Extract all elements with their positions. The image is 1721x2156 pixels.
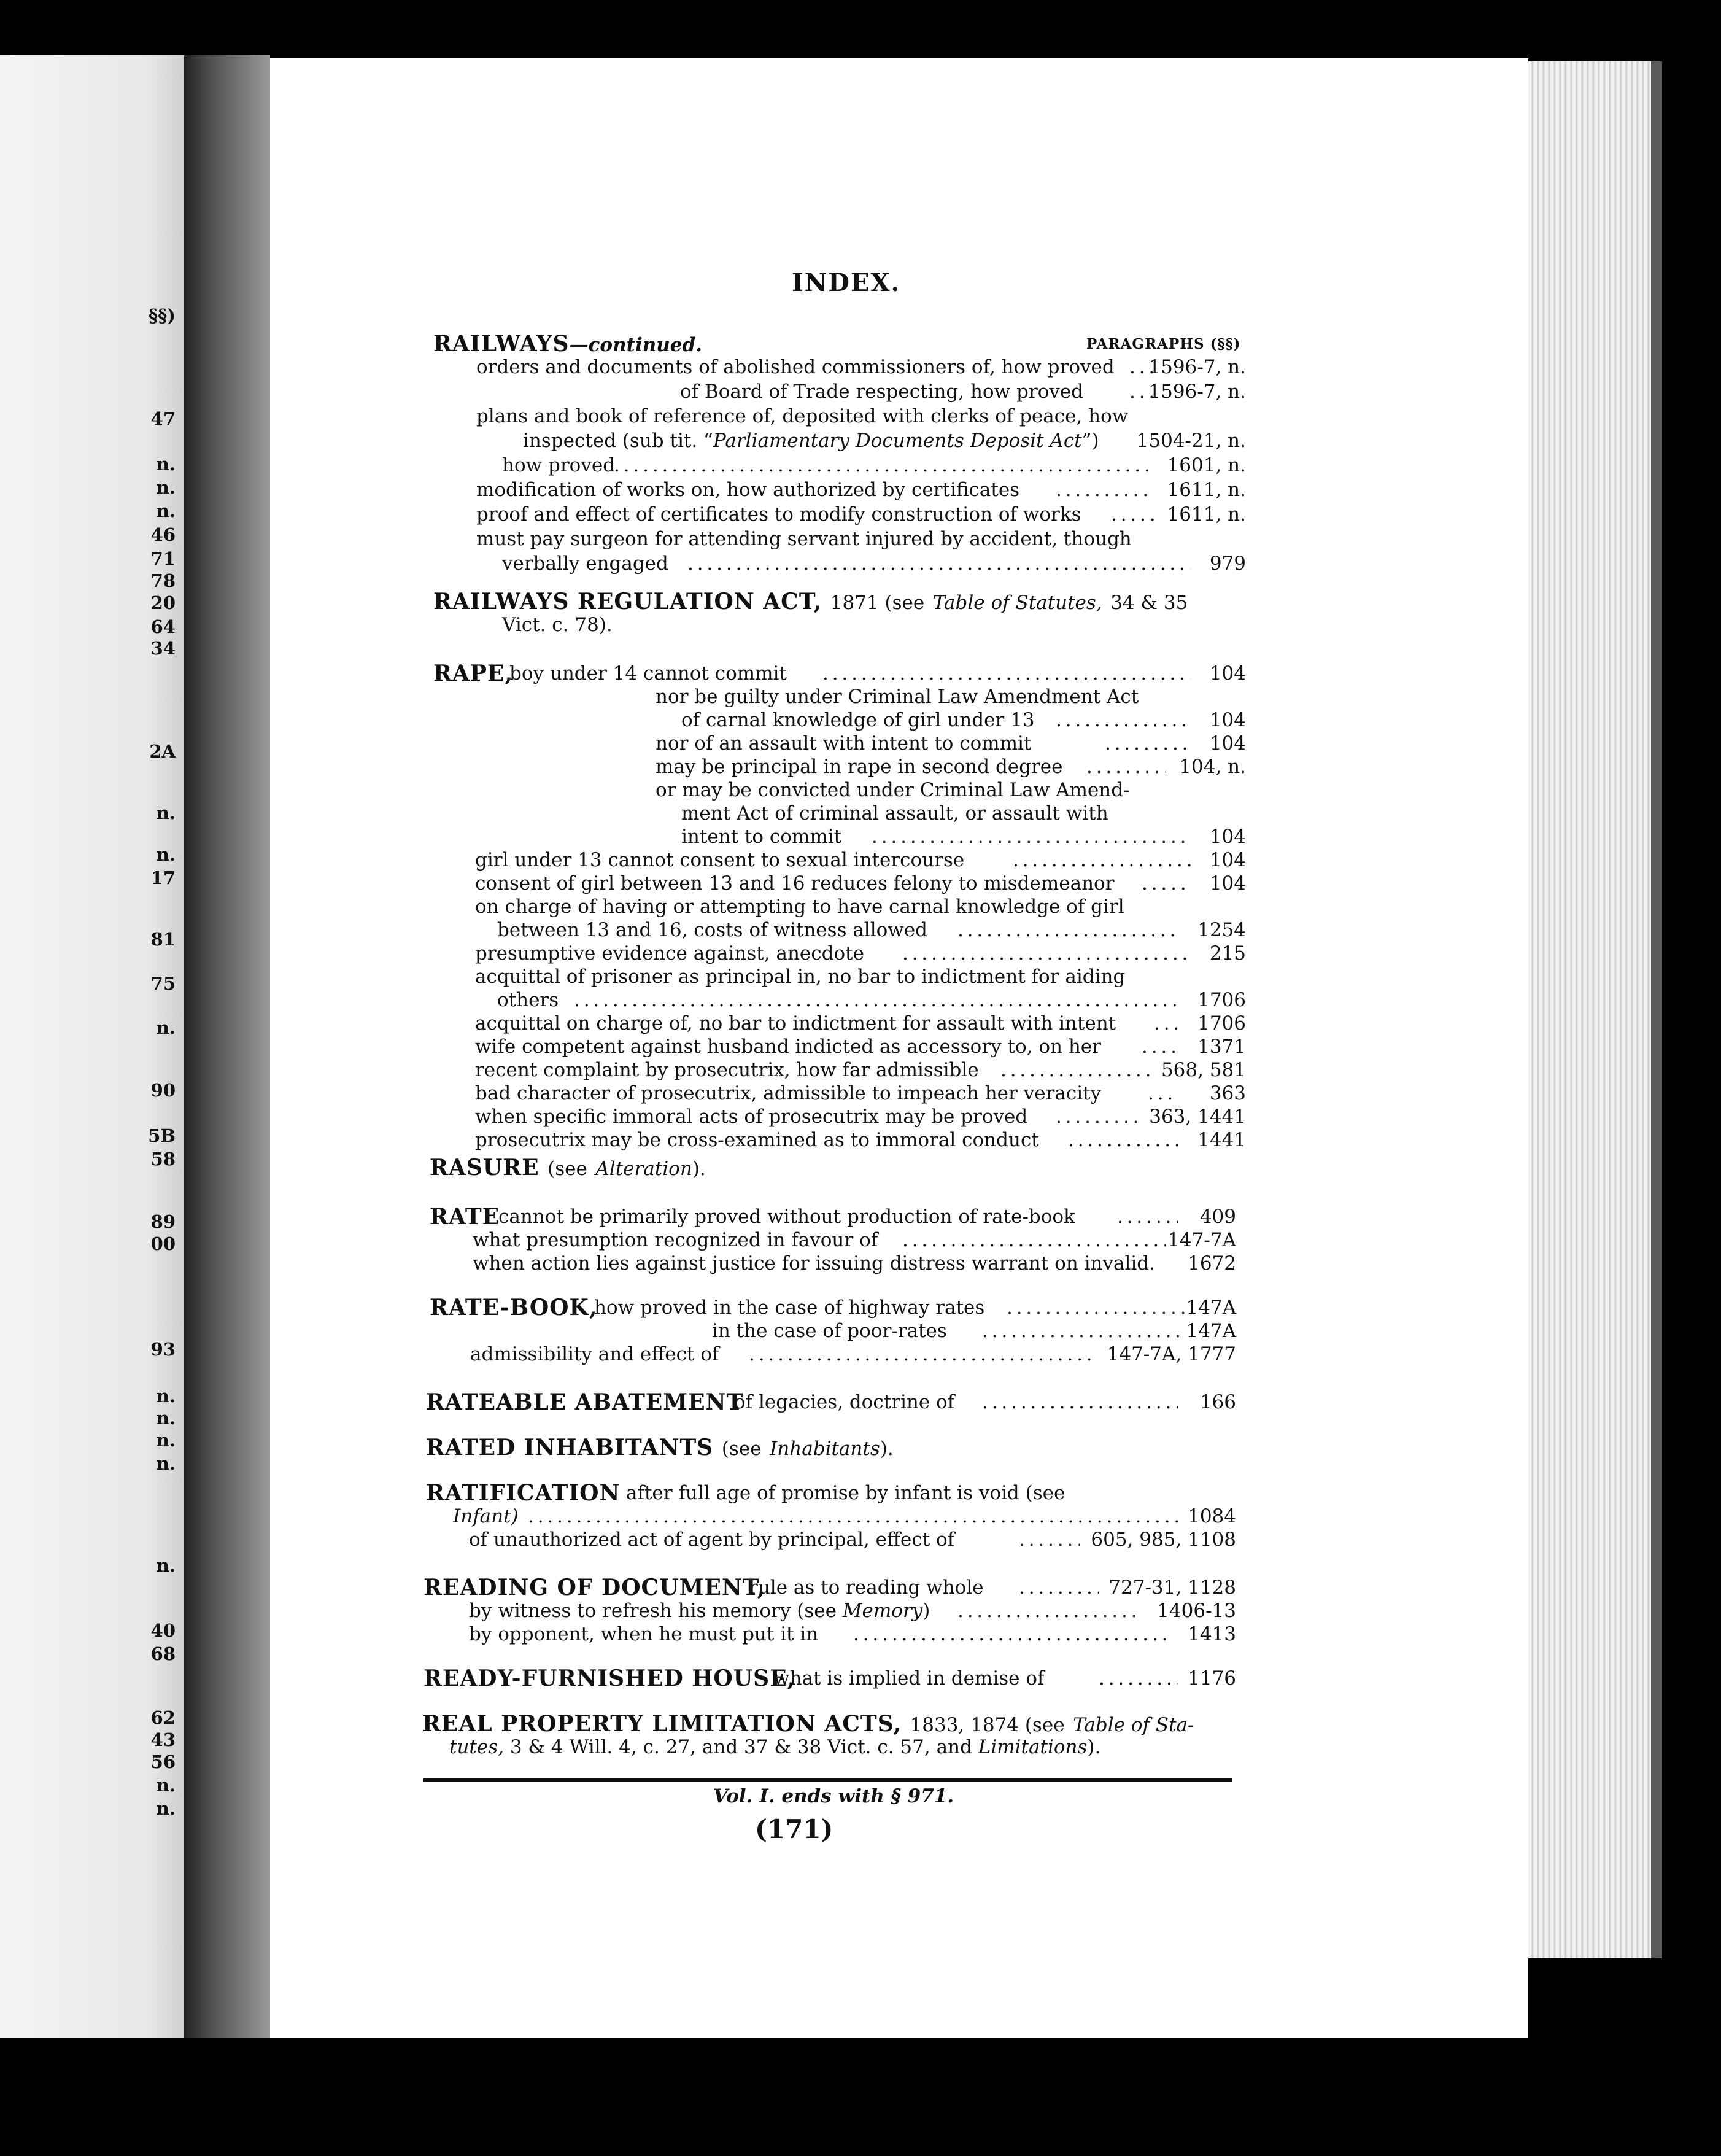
entry-line: of unauthorized act of agent by principal, effect of — [469, 1529, 955, 1551]
facing-page — [0, 55, 184, 2038]
left-ref: 78 — [150, 570, 176, 591]
page-header: INDEX. — [792, 268, 901, 297]
leader-dots — [1148, 1081, 1178, 1106]
leader-dots — [1086, 754, 1166, 779]
entry-line: between 13 and 16, costs of witness allowed — [497, 919, 928, 941]
leader-dots — [1142, 871, 1191, 896]
leader-dots — [853, 1622, 1172, 1646]
entry-head-reading-of-document: READING OF DOCUMENT, — [423, 1575, 766, 1600]
entry-line: recent complaint by prosecutrix, how far admissible — [475, 1059, 979, 1081]
leader-dots — [957, 918, 1178, 942]
left-ref: n. — [156, 1775, 176, 1796]
left-ref: 40 — [150, 1620, 176, 1641]
column-label: PARAGRAPHS (§§) — [1086, 336, 1241, 352]
left-ref: 5B — [148, 1125, 176, 1146]
entry-ref: 104 — [1209, 709, 1246, 731]
left-ref: §§) — [148, 305, 176, 326]
entry-head-rateable-abatement: RATEABLE ABATEMENT — [426, 1389, 744, 1415]
left-ref: 00 — [150, 1233, 176, 1254]
entry-head-railways: RAILWAYS—continued. — [433, 331, 702, 357]
leader-dots — [528, 1504, 1185, 1529]
entry-head-real-property-limitation-acts: REAL PROPERTY LIMITATION ACTS, 1833, 1874 (see Table of Sta- — [422, 1711, 1194, 1737]
entry-ref: 363, 1441 — [1149, 1106, 1246, 1128]
left-ref: n. — [156, 1017, 176, 1038]
leader-dots — [1013, 848, 1191, 872]
left-ref: n. — [156, 1430, 176, 1451]
left-ref: 71 — [150, 548, 176, 569]
entry-line: presumptive evidence against, anecdote — [475, 942, 864, 964]
leader-dots — [1056, 478, 1154, 502]
entry-ref: 104 — [1209, 826, 1246, 848]
leader-dots — [1019, 1575, 1099, 1600]
entry-ref: 104 — [1209, 849, 1246, 871]
leader-dots — [1019, 1527, 1080, 1552]
left-ref: 20 — [150, 592, 176, 613]
leader-dots — [1111, 502, 1154, 527]
entry-ref: 104, n. — [1179, 756, 1246, 778]
entry-line: Vict. c. 78). — [502, 614, 613, 636]
leader-dots — [902, 1228, 1166, 1252]
entry-line: orders and documents of abolished commissioners of, how proved — [476, 356, 1115, 378]
entry-ref: 409 — [1199, 1206, 1236, 1228]
footer-note: Vol. I. ends with § 971. — [713, 1785, 954, 1807]
entry-line: rule as to reading whole — [749, 1576, 984, 1599]
entry-head-railways-regulation: RAILWAYS REGULATION ACT, 1871 (see Table of Statutes, 34 & 35 — [433, 589, 1188, 615]
left-ref: 17 — [150, 867, 176, 888]
entry-ref: 1601, n. — [1167, 454, 1246, 476]
entry-ref: 1254 — [1197, 919, 1246, 941]
entry-line: consent of girl between 13 and 16 reduces felony to misdemeanor — [475, 872, 1115, 894]
entry-ref: 147A — [1186, 1320, 1236, 1342]
entry-line: boy under 14 cannot commit — [509, 662, 787, 684]
entry-ref: 166 — [1199, 1391, 1236, 1413]
left-ref: 89 — [150, 1211, 176, 1232]
leader-dots — [614, 453, 1154, 478]
left-ref: 93 — [150, 1339, 176, 1360]
entry-head-rape: RAPE, — [433, 661, 513, 686]
left-ref: n. — [156, 454, 176, 475]
entry-line: cannot be primarily proved without production of rate-book — [498, 1206, 1075, 1228]
leader-dots — [1007, 1295, 1185, 1320]
leader-dots — [957, 1599, 1142, 1623]
left-ref: n. — [156, 477, 176, 498]
entry-ref: 1706 — [1197, 1012, 1246, 1034]
leader-dots — [982, 1390, 1178, 1414]
entry-head-ready-furnished-house: READY-FURNISHED HOUSE, — [423, 1665, 796, 1691]
entry-ref: 1596-7, n. — [1148, 381, 1246, 403]
entry-line: modification of works on, how authorized by certificates — [476, 479, 1020, 501]
entry-head-rated-inhabitants: RATED INHABITANTS (see Inhabitants). — [426, 1435, 894, 1460]
entry-head-rate-book: RATE-BOOK, — [430, 1295, 598, 1320]
entry-ref: 1084 — [1188, 1505, 1236, 1527]
book-gutter — [184, 55, 270, 2038]
left-ref: n. — [156, 1555, 176, 1576]
entry-line: what presumption recognized in favour of — [473, 1229, 878, 1251]
entry-ref: 1441 — [1197, 1129, 1246, 1151]
entry-line: bad character of prosecutrix, admissible to impeach her veracity — [475, 1082, 1102, 1104]
entry-line: nor be guilty under Criminal Law Amendment Act — [656, 686, 1139, 708]
leader-dots — [872, 824, 1191, 849]
entry-ref: 727-31, 1128 — [1108, 1576, 1236, 1599]
left-ref: 47 — [150, 408, 176, 429]
entry-line: when specific immoral acts of prosecutrix may be proved — [475, 1106, 1028, 1128]
page-number: (171) — [755, 1814, 833, 1844]
entry-line: may be principal in rape in second degree — [656, 756, 1063, 778]
footer-rule — [423, 1778, 1232, 1782]
entry-line: acquittal of prisoner as principal in, no bar to indictment for aiding — [475, 966, 1126, 988]
entry-ref: 363 — [1209, 1082, 1246, 1104]
page-edges — [1528, 61, 1651, 1958]
left-ref: n. — [156, 1386, 176, 1406]
entry-line: wife competent against husband indicted as accessory to, on her — [475, 1036, 1101, 1058]
entry-line: must pay surgeon for attending servant injured by accident, though — [476, 528, 1132, 550]
entry-ref: 1596-7, n. — [1148, 356, 1246, 378]
entry-line: acquittal on charge of, no bar to indictment for assault with intent — [475, 1012, 1116, 1034]
left-ref: 75 — [150, 973, 176, 994]
entry-line: verbally engaged — [502, 553, 668, 575]
left-ref: 58 — [150, 1149, 176, 1169]
leader-dots — [1117, 1204, 1178, 1229]
entry-ref: 1611, n. — [1167, 503, 1246, 525]
page-edges-shadow — [1651, 61, 1662, 1958]
entry-ref: 147-7A — [1167, 1229, 1236, 1251]
entry-line: of carnal knowledge of girl under 13 — [681, 709, 1035, 731]
entry-ref: 147A — [1186, 1297, 1236, 1319]
left-ref: 90 — [150, 1080, 176, 1101]
left-ref: n. — [156, 1408, 176, 1429]
leader-dots — [1056, 708, 1191, 732]
entry-line: in the case of poor-rates — [712, 1320, 947, 1342]
left-ref: n. — [156, 1798, 176, 1819]
leader-dots — [902, 941, 1191, 966]
left-ref: 81 — [150, 929, 176, 950]
entry-line: on charge of having or attempting to have carnal knowledge of girl — [475, 896, 1124, 918]
entry-line: prosecutrix may be cross-examined as to immoral conduct — [475, 1129, 1039, 1151]
entry-line: nor of an assault with intent to commit — [656, 732, 1032, 754]
entry-ref: 104 — [1209, 732, 1246, 754]
entry-line: how proved — [502, 454, 616, 476]
entry-head-ratification: RATIFICATION — [426, 1480, 621, 1506]
entry-line: admissibility and effect of — [470, 1343, 719, 1365]
entry-line: ment Act of criminal assault, or assault with — [681, 802, 1108, 824]
leader-dots — [1000, 1058, 1154, 1082]
left-ref: n. — [156, 844, 176, 865]
left-ref: n. — [156, 802, 176, 823]
entry-line: when action lies against justice for issuing distress warrant on invalid. — [473, 1252, 1155, 1274]
entry-line: of Board of Trade respecting, how proved — [680, 381, 1084, 403]
entry-ref: 215 — [1209, 942, 1246, 964]
entry-line: tutes, 3 & 4 Will. 4, c. 27, and 37 & 38 Vict. c. 57, and Limitations). — [449, 1736, 1101, 1758]
entry-line: Infant) — [453, 1505, 519, 1527]
entry-line: or may be convicted under Criminal Law Amend- — [656, 779, 1130, 801]
entry-line: by opponent, when he must put it in — [469, 1623, 819, 1645]
entry-ref: 1672 — [1188, 1252, 1236, 1274]
entry-ref: 1176 — [1188, 1667, 1236, 1689]
left-ref: n. — [156, 500, 176, 521]
entry-ref: 1611, n. — [1167, 479, 1246, 501]
leader-dots — [1068, 1128, 1178, 1152]
entry-line: proof and effect of certificates to modify construction of works — [476, 503, 1081, 525]
entry-line: after full age of promise by infant is void (see — [626, 1482, 1065, 1504]
entry-ref: 1371 — [1197, 1036, 1246, 1058]
entry-ref: 1406-13 — [1157, 1600, 1236, 1622]
leader-dots — [574, 988, 1178, 1012]
left-ref: 43 — [150, 1729, 176, 1750]
entry-line: what is implied in demise of — [773, 1667, 1045, 1689]
leader-dots — [1099, 1666, 1178, 1691]
leader-dots — [687, 551, 1191, 576]
left-ref: 46 — [150, 524, 176, 545]
leader-dots — [1154, 1011, 1178, 1036]
entry-head-rasure: RASURE (see Alteration). — [430, 1155, 706, 1181]
entry-line: intent to commit — [681, 826, 842, 848]
entry-line: by witness to refresh his memory (see Memory) — [469, 1600, 930, 1622]
leader-dots — [1105, 731, 1191, 756]
entry-line: of legacies, doctrine of — [734, 1391, 955, 1413]
entry-ref: 104 — [1209, 872, 1246, 894]
left-ref: 62 — [150, 1707, 176, 1728]
entry-line: girl under 13 cannot consent to sexual intercourse — [475, 849, 965, 871]
entry-ref: 605, 985, 1108 — [1091, 1529, 1236, 1551]
entry-ref: 104 — [1209, 662, 1246, 684]
entry-head-rate: RATE — [430, 1204, 500, 1230]
leader-dots — [822, 661, 1191, 686]
entry-line: others — [497, 989, 559, 1011]
entry-line: plans and book of reference of, deposited with clerks of peace, how — [476, 405, 1129, 427]
left-ref: n. — [156, 1453, 176, 1474]
entry-ref: 1504-21, n. — [1136, 430, 1246, 452]
entry-ref: 979 — [1209, 553, 1246, 575]
entry-ref: 568, 581 — [1161, 1059, 1246, 1081]
left-ref: 2A — [149, 741, 176, 762]
entry-ref: 1413 — [1188, 1623, 1236, 1645]
left-ref: 34 — [150, 638, 176, 659]
leader-dots — [982, 1319, 1185, 1343]
entry-line: how proved in the case of highway rates — [594, 1297, 985, 1319]
entry-line: inspected (sub tit. “Parliamentary Documents Deposit Act”) — [523, 430, 1099, 452]
left-ref: 64 — [150, 616, 176, 637]
leader-dots — [1142, 1034, 1178, 1059]
entry-ref: 147-7A, 1777 — [1107, 1343, 1236, 1365]
left-ref: 56 — [150, 1751, 176, 1772]
leader-dots — [1056, 1104, 1142, 1129]
leader-dots — [749, 1342, 1093, 1367]
entry-ref: 1706 — [1197, 989, 1246, 1011]
left-ref: 68 — [150, 1643, 176, 1664]
